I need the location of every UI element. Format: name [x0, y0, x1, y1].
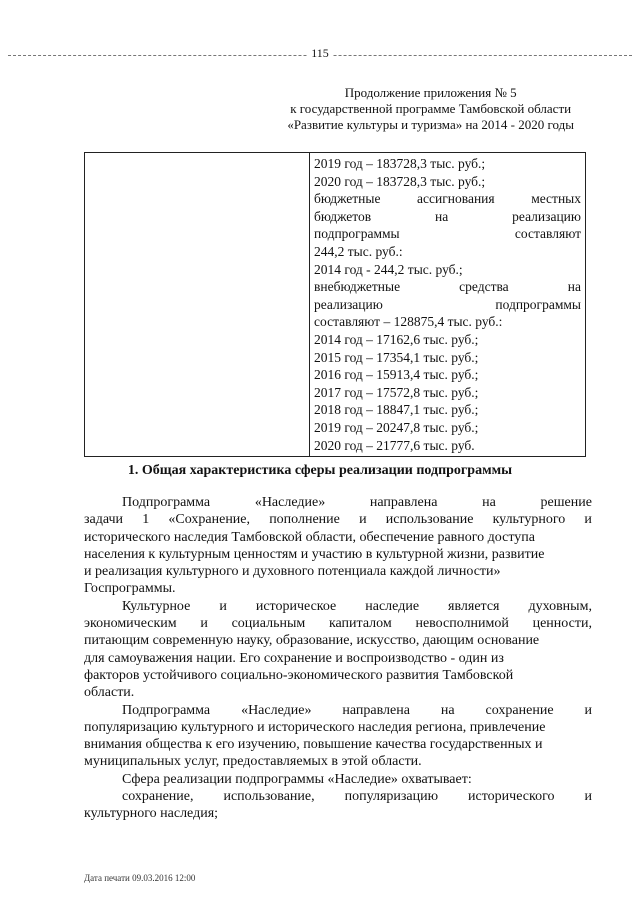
- word: и: [200, 616, 208, 632]
- funding-line: 244,2 тыс. руб.:: [314, 243, 403, 259]
- word: на: [440, 702, 455, 718]
- funding-line: бюджетные ассигнования местных: [314, 191, 581, 207]
- table-row: [85, 153, 586, 457]
- word: «Наследие»: [254, 495, 326, 510]
- word: «Наследие»: [241, 702, 312, 718]
- paragraph-1-line: исторического наследия Тамбовской области, обеспечение равного доступа: [84, 529, 536, 545]
- funding-line: 2014 год - 244,2 тыс. руб.;: [314, 261, 463, 277]
- word: Подпрограмма: [122, 702, 211, 718]
- word: культурного: [492, 512, 566, 528]
- word: и: [584, 789, 592, 805]
- table-cell-empty: [85, 153, 310, 457]
- paragraph-3-line: муниципальных услуг, предоставляемых в этой области.: [84, 754, 422, 770]
- funding-year-line: 2020 год – 21777,6 тыс. руб.: [314, 437, 475, 453]
- paragraph-1-line: населения к культурным ценностям и участию в культурной жизни, развитие: [84, 546, 545, 562]
- word: решение: [540, 495, 592, 510]
- funding-line: реализацию подпрограммы: [314, 296, 581, 312]
- funding-line: подпрограммы составляют: [314, 226, 581, 242]
- paragraph-3-line: внимания общества к его изучению, повышение качества государственных и: [84, 737, 543, 753]
- budget-table: [84, 152, 586, 457]
- print-date: Дата печати 09.03.2016 12:00: [84, 873, 196, 883]
- word: и: [584, 512, 592, 528]
- paragraph-3-line: популяризацию культурного и исторического наследия региона, привлечение: [84, 719, 546, 735]
- word: наследие: [365, 598, 420, 614]
- word: направлена: [342, 702, 410, 718]
- word: историческое: [255, 598, 337, 614]
- paragraph-2-line: [84, 615, 592, 632]
- word: использование: [385, 512, 474, 528]
- word: социальным: [231, 616, 306, 632]
- funding-line: внебюджетные средства на: [314, 279, 581, 295]
- word: ценности,: [532, 616, 592, 632]
- word: и: [219, 598, 227, 614]
- word: Подпрограмма: [122, 495, 211, 510]
- word: капиталом: [328, 616, 392, 632]
- word: духовным,: [528, 598, 592, 614]
- paragraph-1-line: и реализация культурного и духовного потенциала каждой личности»: [84, 564, 501, 580]
- funding-year-line: 2015 год – 17354,1 тыс. руб.;: [314, 349, 479, 365]
- word: 1: [142, 512, 150, 528]
- appendix-line-2: к государственной программе Тамбовской области: [290, 101, 572, 116]
- funding-line: составляют – 128875,4 тыс. руб.:: [314, 314, 503, 330]
- word: использование,: [223, 789, 315, 805]
- word: Культурное: [122, 598, 191, 614]
- paragraph-2-line: [84, 598, 592, 615]
- funding-year-line: 2019 год – 20247,8 тыс. руб.;: [314, 419, 479, 435]
- funding-year-line: 2017 год – 17572,8 тыс. руб.;: [314, 384, 479, 400]
- word: экономическим: [84, 616, 177, 632]
- paragraph-2-line: для самоуважения нации. Его сохранение и воспроизводство - один из: [84, 650, 504, 666]
- paragraph-4-line: культурного наследия;: [84, 806, 219, 822]
- paragraph-1-line: [84, 511, 592, 528]
- word: невосполнимой: [415, 616, 509, 632]
- funding-line: 2020 год – 183728,3 тыс. руб.;: [314, 173, 486, 189]
- paragraph-4-line: Сфера реализации подпрограммы «Наследие» охватывает:: [122, 771, 472, 787]
- word: на: [482, 495, 496, 510]
- paragraph-2-line: факторов устойчивого социально-экономического развития Тамбовской: [84, 667, 514, 683]
- paragraph-1-line: Госпрограммы.: [84, 581, 176, 597]
- paragraph-3-line: [84, 702, 592, 719]
- word: сохранение,: [122, 789, 194, 805]
- paragraph-2-line: питающим современную науку, образование, искусство, дающим основание: [84, 633, 540, 649]
- paragraph-2-line: области.: [84, 685, 135, 701]
- word: пополнение: [269, 512, 340, 528]
- body-text: [84, 494, 592, 823]
- word: популяризацию: [344, 789, 439, 805]
- funding-line: 2019 год – 183728,3 тыс. руб.;: [314, 156, 486, 171]
- paragraph-1-line: [84, 494, 592, 511]
- word: и: [584, 702, 592, 718]
- section-title: 1. Общая характеристика сферы реализации подпрограммы: [127, 463, 513, 478]
- page-number: 115: [0, 46, 640, 61]
- funding-year-line: 2016 год – 15913,4 тыс. руб.;: [314, 367, 479, 383]
- funding-line: бюджетов на реализацию: [314, 208, 581, 224]
- word: является: [448, 598, 500, 614]
- word: исторического: [468, 789, 555, 805]
- word: сохранение: [485, 702, 554, 718]
- appendix-header: [287, 85, 574, 133]
- appendix-line-3: «Развитие культуры и туризма» на 2014 - 2020 годы: [287, 117, 574, 132]
- funding-year-line: 2018 год – 18847,1 тыс. руб.;: [314, 402, 479, 418]
- word: задачи: [84, 512, 124, 528]
- table-cell-funding: [310, 153, 586, 457]
- word: направлена: [369, 495, 438, 510]
- funding-year-line: 2014 год – 17162,6 тыс. руб.;: [314, 331, 479, 347]
- word: «Сохранение,: [168, 512, 251, 528]
- word: и: [359, 512, 367, 528]
- paragraph-4-line: [84, 788, 592, 805]
- appendix-line-1: Продолжение приложения № 5: [344, 85, 517, 100]
